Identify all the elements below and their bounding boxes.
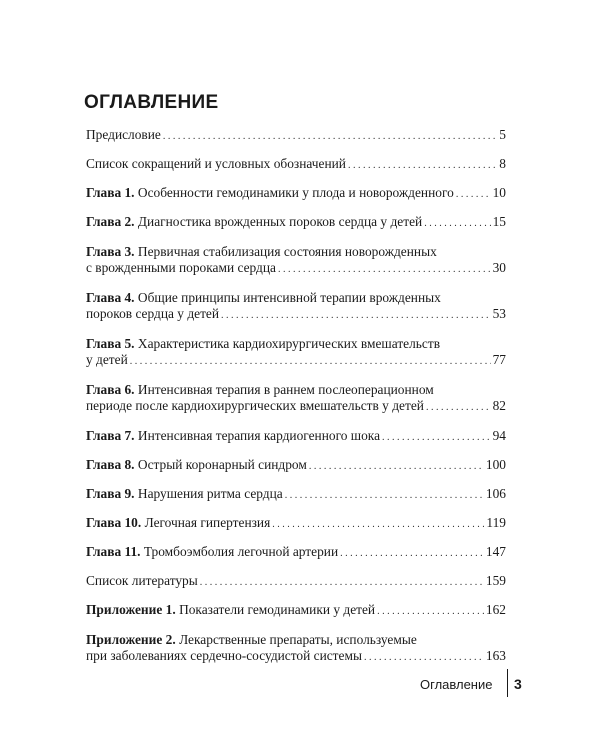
toc-page-number: 30 (492, 260, 506, 275)
toc-entry-prefix: Глава 9. (86, 486, 135, 501)
toc-entry[interactable] (86, 632, 506, 666)
toc-page-number: 8 (499, 156, 506, 171)
toc-entry-prefix: Глава 4. (86, 290, 135, 305)
dot-leader (382, 430, 491, 446)
toc-page-number: 15 (492, 214, 506, 229)
dot-leader (221, 308, 491, 324)
toc-page-number: 77 (492, 352, 506, 367)
toc-entry-title: Приложение 2. Лекарственные препараты, используемые (86, 632, 417, 647)
toc-entry[interactable] (86, 185, 506, 203)
toc-entry-title: Предисловие (86, 127, 161, 142)
toc-entry-prefix: Глава 2. (86, 214, 135, 229)
dot-leader (309, 459, 484, 475)
toc-entry-prefix: Приложение 1. (86, 602, 176, 617)
toc-page-number: 5 (499, 127, 506, 142)
toc-entry-title: Глава 4. Общие принципы интенсивной терапии врожденных (86, 290, 441, 305)
toc-page-number: 53 (492, 306, 506, 321)
toc-page-number: 106 (485, 486, 506, 501)
footer-divider (507, 669, 508, 697)
toc-entry[interactable] (86, 544, 506, 562)
toc-page-number: 100 (485, 457, 506, 472)
dot-leader (456, 187, 491, 203)
toc-entry-prefix: Глава 10. (86, 515, 142, 530)
toc-page-number: 119 (486, 515, 506, 530)
toc-entry-prefix: Глава 5. (86, 336, 135, 351)
toc-page-number: 94 (492, 428, 506, 443)
dot-leader (163, 129, 497, 145)
toc-entry[interactable] (86, 244, 506, 278)
dot-leader (285, 488, 484, 504)
toc-entry[interactable] (86, 515, 506, 533)
toc-entry-prefix: Глава 6. (86, 382, 135, 397)
toc-entry-title: Приложение 1. Показатели гемодинамики у детей (86, 602, 376, 617)
toc-entry-title: Глава 3. Первичная стабилизация состояния новорожденных (86, 244, 437, 259)
page-title: ОГЛАВЛЕНИЕ (84, 92, 219, 113)
toc-entry-title: Глава 8. Острый коронарный синдром (86, 457, 307, 472)
toc-entry[interactable] (86, 428, 506, 446)
dot-leader (348, 158, 497, 174)
toc-entry[interactable] (86, 486, 506, 504)
toc-page-number: 147 (485, 544, 506, 559)
toc-entry[interactable] (86, 290, 506, 324)
toc-page-number: 163 (485, 648, 506, 663)
toc-entry[interactable] (86, 573, 506, 591)
running-footer-label: Оглавление (420, 677, 493, 692)
toc-entry-prefix: Глава 8. (86, 457, 135, 472)
toc-entry-title: Глава 9. Нарушения ритма сердца (86, 486, 283, 501)
dot-leader (200, 575, 484, 591)
page-number: 3 (514, 676, 522, 692)
toc-entry-prefix: Глава 11. (86, 544, 141, 559)
toc-entry[interactable] (86, 457, 506, 475)
dot-leader (364, 650, 484, 666)
toc-page-number: 82 (492, 398, 506, 413)
toc-entry-title: Глава 5. Характеристика кардиохирургических вмешательств (86, 336, 441, 351)
toc-entry-title: периоде после кардиохирургических вмешательств у детей (86, 398, 424, 413)
toc-page-number: 162 (485, 602, 506, 617)
toc-entry-title: с врожденными пороками сердца (86, 260, 276, 275)
toc-entry-prefix: Глава 3. (86, 244, 135, 259)
toc-entry-title: Список сокращений и условных обозначений (86, 156, 346, 171)
dot-leader (340, 546, 484, 562)
toc-entry[interactable] (86, 214, 506, 232)
dot-leader (272, 517, 484, 533)
dot-leader (377, 604, 484, 620)
toc-entry-prefix: Глава 1. (86, 185, 135, 200)
toc-entry-title: Глава 11. Тромбоэмболия легочной артерии (86, 544, 339, 559)
toc-entry-prefix: Глава 7. (86, 428, 135, 443)
toc-entry-title: у детей (86, 352, 128, 367)
toc-entry-title: Глава 2. Диагностика врожденных пороков сердца у детей (86, 214, 423, 229)
toc-entry-title: Глава 1. Особенности гемодинамики у плода и новорожденного (86, 185, 454, 200)
toc-page-number: 159 (485, 573, 506, 588)
toc-entry-title: Список литературы (86, 573, 198, 588)
toc-entry[interactable] (86, 382, 506, 416)
toc-page-number: 10 (492, 185, 506, 200)
toc-entry-title: Глава 10. Легочная гипертензия (86, 515, 271, 530)
dot-leader (426, 400, 491, 416)
dot-leader (130, 354, 491, 370)
toc-entry-title: Глава 6. Интенсивная терапия в раннем послеоперационном (86, 382, 434, 397)
toc-entry-prefix: Приложение 2. (86, 632, 176, 647)
dot-leader (424, 216, 490, 232)
toc-entry-title: при заболеваниях сердечно-сосудистой системы (86, 648, 362, 663)
toc-entry[interactable] (86, 336, 506, 370)
toc-entry[interactable] (86, 602, 506, 620)
toc-entry-title: пороков сердца у детей (86, 306, 220, 321)
dot-leader (278, 262, 491, 278)
toc-entry-title: Глава 7. Интенсивная терапия кардиогенного шока (86, 428, 381, 443)
toc-entry[interactable] (86, 156, 506, 174)
toc-entry[interactable] (86, 127, 506, 145)
